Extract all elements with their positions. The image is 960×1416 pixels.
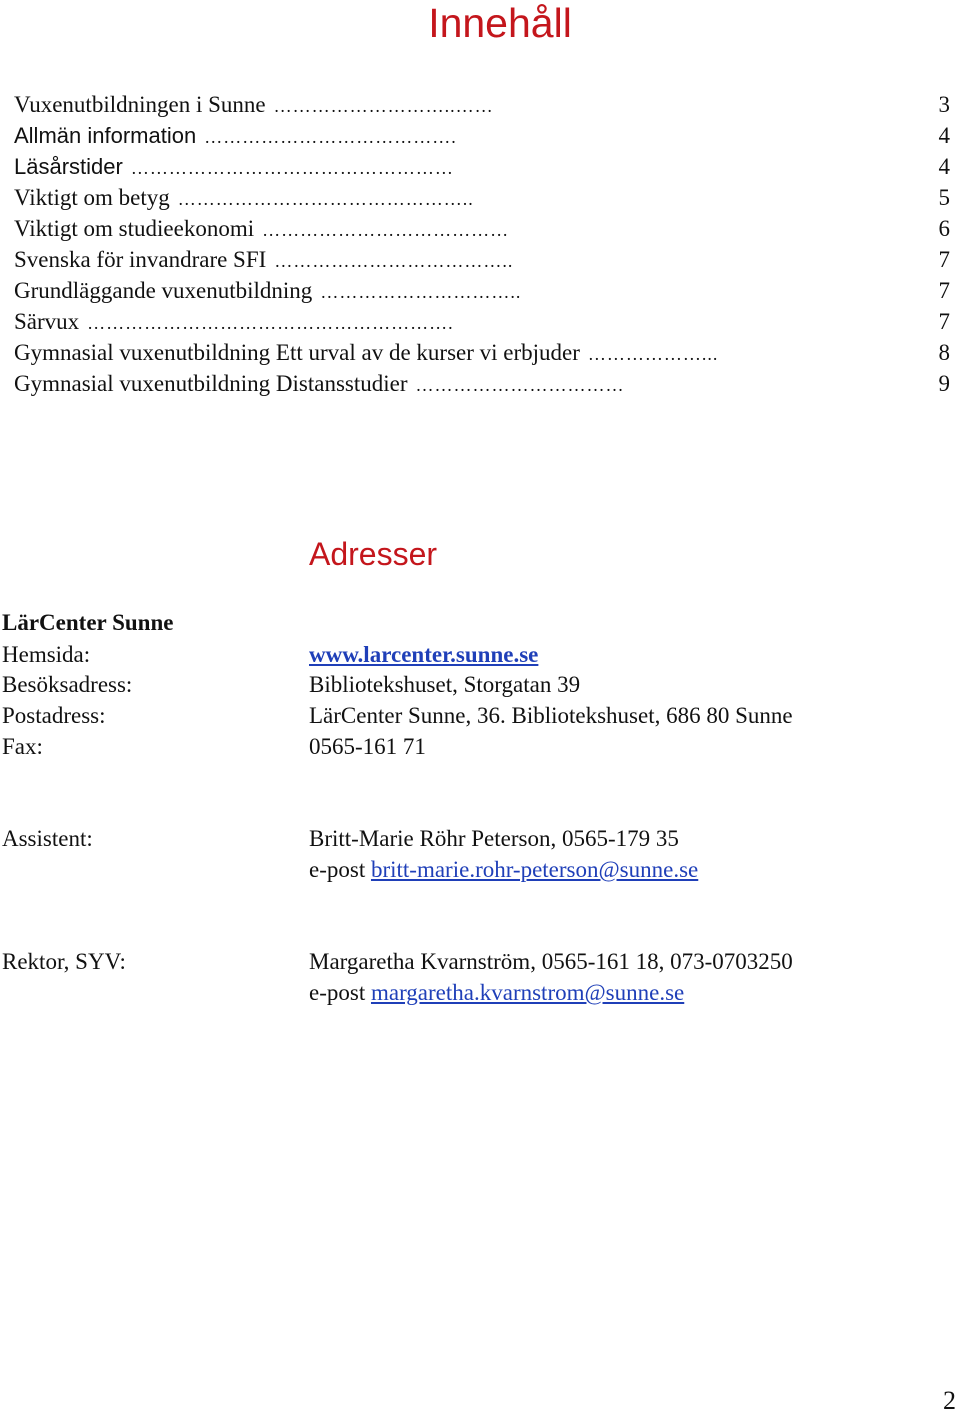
toc-entry-leader: ……………………………….. [274, 251, 514, 271]
postal-address-label: Postadress: [2, 703, 106, 728]
assistant-email-link[interactable]: britt-marie.rohr-peterson@sunne.se [370, 857, 699, 882]
visit-address-label: Besöksadress: [2, 672, 133, 697]
homepage-value-container [309, 640, 538, 670]
toc-entry-title: Svenska för invandrare SFI [14, 247, 267, 272]
toc-entry[interactable] [14, 151, 950, 182]
toc-entry-page: 4 [938, 154, 950, 179]
toc-entry-title: Gymnasial vuxenutbildning Distansstudier [14, 371, 408, 396]
toc-entry-title: Läsårstider [14, 154, 123, 179]
toc-entry-leader: ………………………..…… [273, 96, 494, 116]
toc-entry[interactable] [14, 182, 950, 213]
fax-label: Fax: [2, 734, 43, 759]
toc-entry-title: Särvux [14, 309, 80, 334]
assistant-email-prefix: e-post [309, 857, 366, 882]
toc-entry-page: 6 [938, 216, 950, 241]
toc-entry-page: 4 [938, 123, 950, 148]
rector-email-line [309, 978, 684, 1008]
toc-entry-leader: …………………………………………… [130, 158, 454, 178]
toc-heading: Innehåll [428, 0, 572, 46]
postal-address-value: LärCenter Sunne, 36. Bibliotekshuset, 686 80 Sunne [309, 703, 793, 728]
toc-entry-title: Gymnasial vuxenutbildning Ett urval av de kurser vi erbjuder [14, 340, 580, 365]
rector-label: Rektor, SYV: [2, 949, 126, 974]
homepage-link[interactable]: www.larcenter.sunne.se [309, 642, 539, 667]
toc-entry-leader: ……………………………………….. [177, 189, 474, 209]
toc-entry[interactable] [14, 244, 950, 275]
assistant-value: Britt-Marie Röhr Peterson, 0565-179 35 [309, 826, 679, 851]
toc-entry-page: 8 [938, 340, 950, 365]
assistant-label: Assistent: [2, 826, 93, 851]
toc-entry-title: Allmän information [14, 123, 197, 148]
toc-entry[interactable] [14, 213, 950, 244]
toc-entry-title: Viktigt om betyg [14, 185, 170, 210]
visit-address-value: Bibliotekshuset, Storgatan 39 [309, 672, 581, 697]
toc-entry-leader: ………………... [587, 344, 719, 364]
toc-entry-page: 9 [938, 371, 950, 396]
homepage-label: Hemsida: [2, 642, 91, 667]
rector-email-prefix: e-post [309, 980, 366, 1005]
fax-value: 0565-161 71 [309, 734, 426, 759]
toc-entry-leader: ………………………………… [262, 220, 510, 240]
org-name: LärCenter Sunne [2, 610, 174, 635]
table-of-contents [14, 89, 950, 399]
rector-value: Margaretha Kvarnström, 0565-161 18, 073-0703250 [309, 949, 793, 974]
toc-entry-title: Vuxenutbildningen i Sunne [14, 92, 266, 117]
toc-entry-page: 7 [938, 247, 950, 272]
assistant-email-line [309, 855, 698, 885]
toc-entry[interactable] [14, 306, 950, 337]
toc-entry-page: 7 [938, 309, 950, 334]
toc-entry-leader: …………………………… [415, 375, 625, 395]
toc-entry-title: Viktigt om studieekonomi [14, 216, 255, 241]
toc-entry-title: Grundläggande vuxenutbildning [14, 278, 313, 303]
page-number: 2 [943, 1386, 956, 1415]
toc-entry[interactable] [14, 368, 950, 399]
toc-entry-leader: ………………………….. [320, 282, 522, 302]
toc-entry[interactable] [14, 337, 950, 368]
toc-entry-leader: …………………………………. [204, 127, 457, 147]
addresses-heading: Adresser [309, 536, 438, 572]
toc-entry[interactable] [14, 120, 950, 151]
rector-email-link[interactable]: margaretha.kvarnstrom@sunne.se [370, 980, 685, 1005]
toc-entry-page: 3 [938, 92, 950, 117]
toc-entry-page: 7 [938, 278, 950, 303]
toc-entry-leader: …………………………………………………. [87, 313, 454, 333]
toc-entry[interactable] [14, 89, 950, 120]
toc-entry-page: 5 [938, 185, 950, 210]
toc-entry[interactable] [14, 275, 950, 306]
